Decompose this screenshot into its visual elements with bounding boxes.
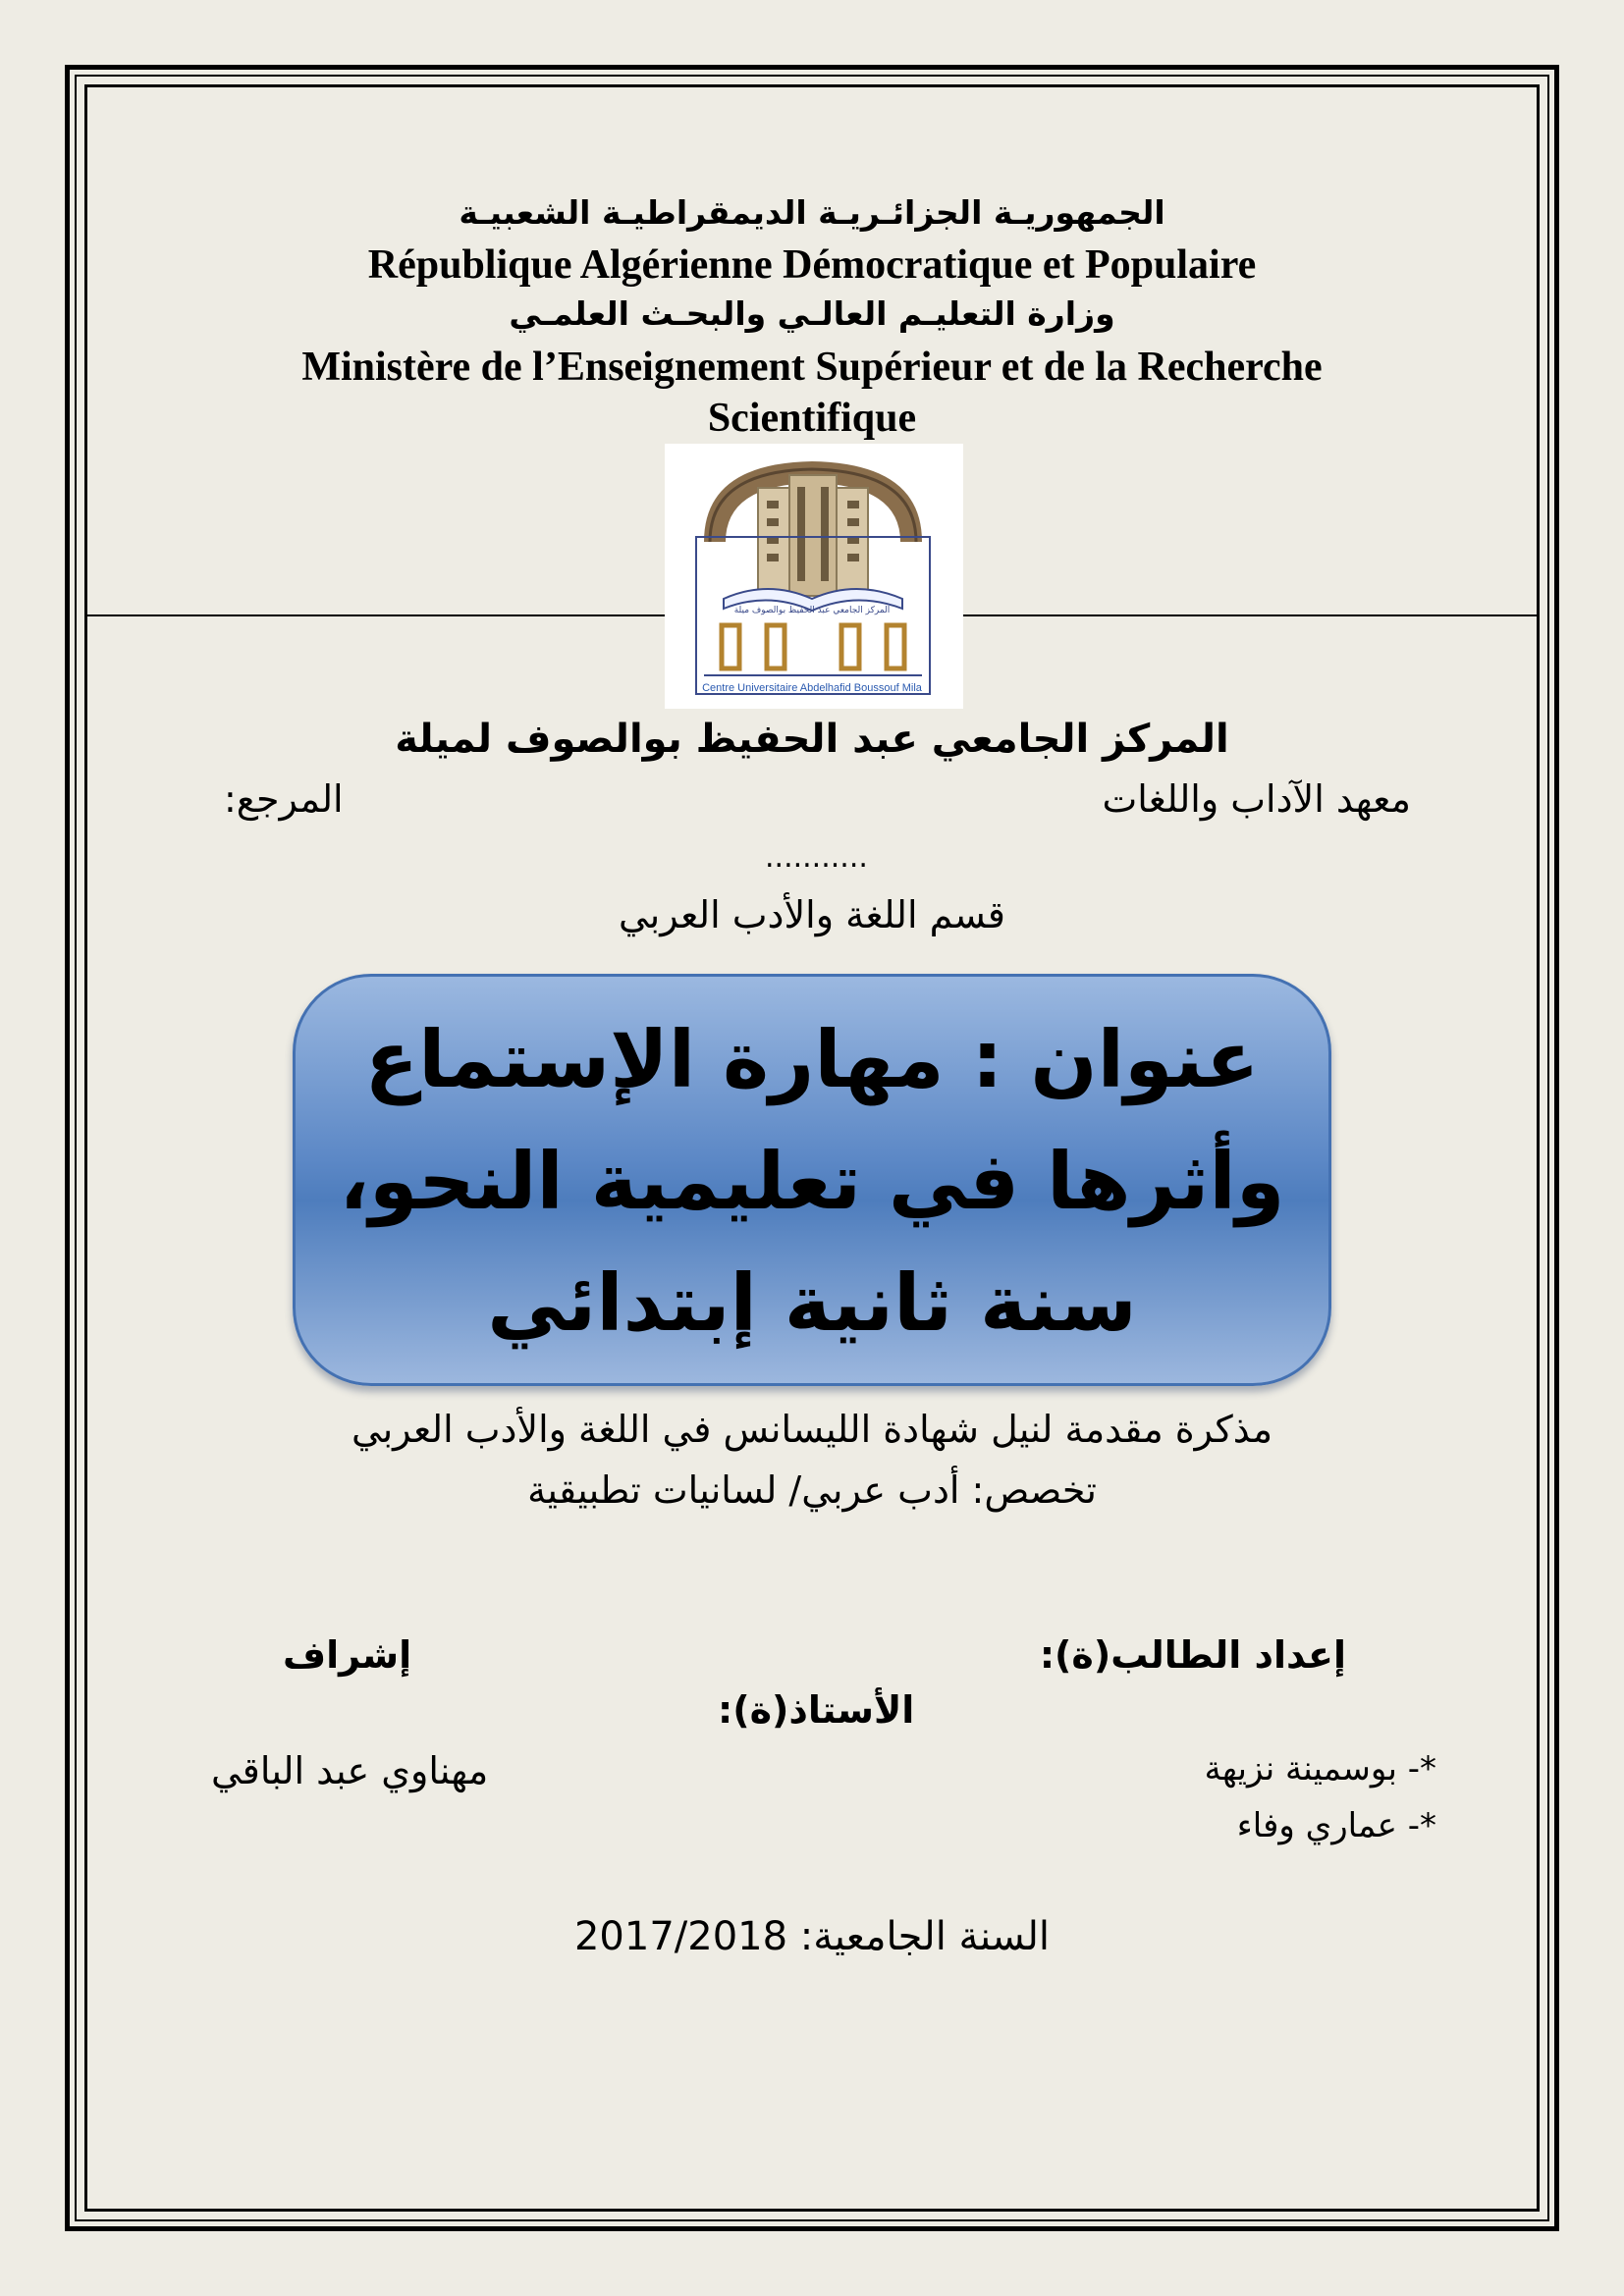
professor-label: الأستاذ(ة): xyxy=(718,1688,915,1732)
ministry-french xyxy=(0,342,1624,444)
title-line-3: سنة ثانية إبتدائي xyxy=(487,1257,1137,1349)
prepared-by-label: إعداد الطالب(ة): xyxy=(1039,1633,1346,1677)
logo-french-text: Centre Universitaire Abdelhafid Boussouf Mila xyxy=(702,682,922,694)
ministry-french-line2: Scientifique xyxy=(707,396,917,441)
reference-label: المرجع: xyxy=(224,777,344,821)
republic-arabic: الجمهوريـة الجزائـريـة الديمقراطيـة الشعبيـة xyxy=(459,193,1165,232)
supervision-label: إشراف xyxy=(283,1633,412,1677)
university-logo xyxy=(665,444,963,709)
ministry-arabic: وزارة التعليـم العالـي والبحـث العلمـي xyxy=(509,294,1115,333)
reference-value: ........... xyxy=(765,840,868,875)
thesis-title xyxy=(293,999,1331,1364)
ministry-french-line1: Ministère de l’Enseignement Supérieur et de la Recherche xyxy=(301,345,1323,390)
specialization: تخصص: أدب عربي/ لسانيات تطبيقية xyxy=(527,1468,1097,1512)
institute-name: معهد الآداب واللغات xyxy=(1102,777,1411,821)
logo-arabic-text: المركز الجامعي عبد الحفيظ بوالصوف ميلة xyxy=(733,606,891,615)
memo-description: مذكرة مقدمة لنيل شهادة الليسانس في اللغة والأدب العربي xyxy=(351,1408,1273,1451)
title-line-1: عنوان : مهارة الإستماع xyxy=(364,1014,1260,1105)
title-line-2: وأثرها في تعليمية النحو، xyxy=(339,1136,1285,1227)
supervisor-name: مهناوي عبد الباقي xyxy=(211,1749,489,1792)
academic-year: السنة الجامعية: 2017/2018 xyxy=(573,1914,1051,1959)
university-center-name: المركز الجامعي عبد الحفيظ بوالصوف لميلة xyxy=(395,717,1229,762)
university-logo-icon xyxy=(665,444,963,709)
department-name: قسم اللغة والأدب العربي xyxy=(619,893,1005,936)
student-name: *- عماري وفاء xyxy=(1236,1806,1436,1845)
student-name: *- بوسمينة نزيهة xyxy=(1204,1749,1436,1789)
republic-french: République Algérienne Démocratique et Populaire xyxy=(367,242,1257,288)
